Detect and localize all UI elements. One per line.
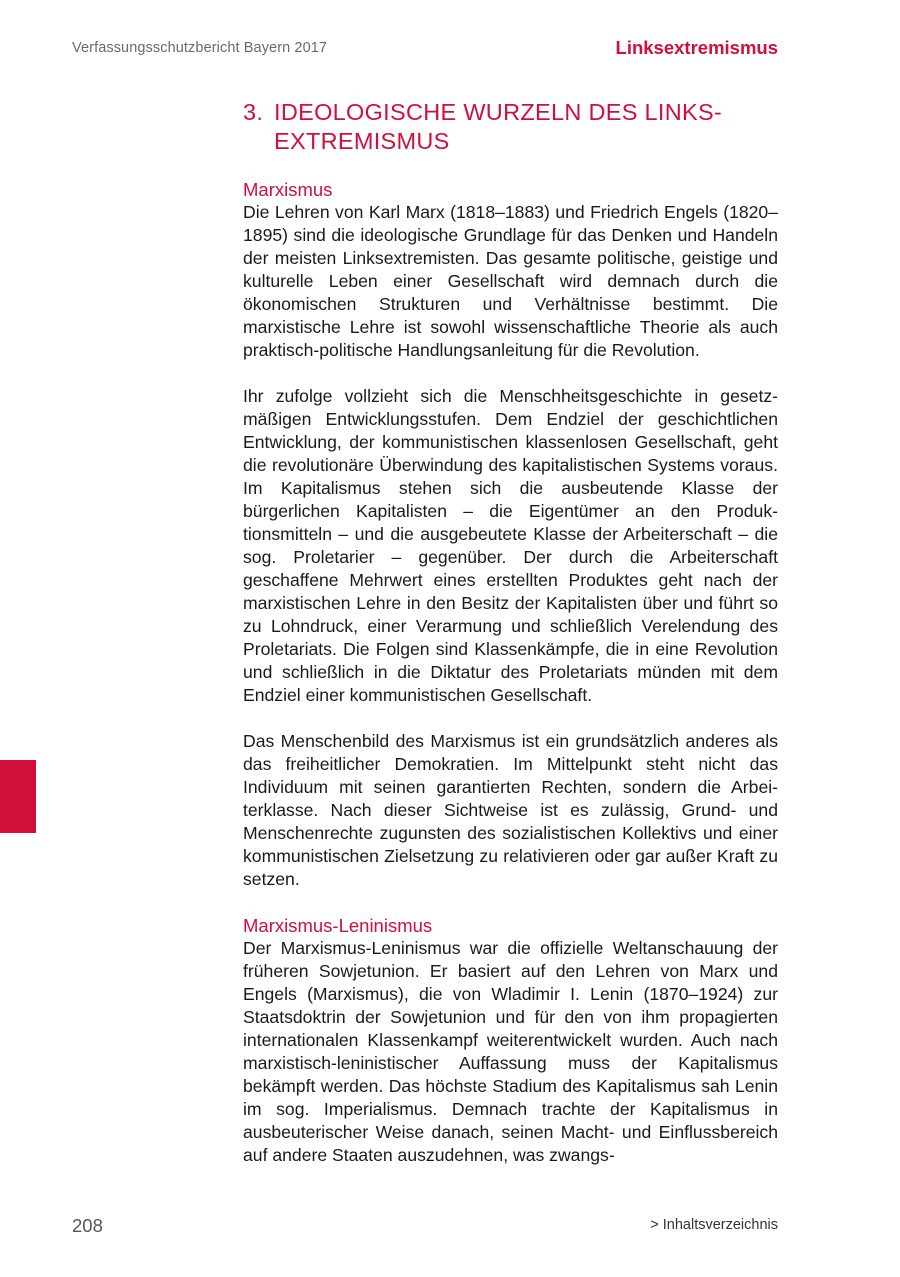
section-title: Linksextremismus xyxy=(615,37,778,58)
main-content xyxy=(243,98,778,1190)
paragraph: Ihr zufolge vollzieht sich die Menschheitsgeschichte in gesetzmäßigen Entwicklungsstufen. Dem Endziel der geschichtlichen Entwicklung, der kommunistischen klassenlosen Gesellschaft, geht die revolutionäre Überwindung des kapitalistischen Systems voraus. Im Kapitalismus stehen sich die ausbeutende Klasse der bürgerlichen Kapitalisten – die Eigentümer an den Produktionsmitteln – und die ausgebeutete Klasse der Arbeiterschaft – die sog. Proletarier – gegenüber. Der durch die Arbeiterschaft geschaffene Mehrwert eines erstellten Produktes geht nach der marxistischen Lehre in den Besitz der Kapitalisten über und führt so zu Lohndruck, einer Verarmung und schließlich Verelendung des Proletariats. Die Folgen sind Klassenkämpfe, die in eine Revolution und schließlich in die Diktatur des Proletariats münden mit dem Endziel einer kommunistischen Gesellschaft. xyxy=(243,386,778,705)
table-of-contents-link[interactable]: > Inhaltsverzeichnis xyxy=(650,1217,778,1233)
section-marxismus-leninismus xyxy=(243,914,778,1167)
chapter-number: 3. xyxy=(243,99,264,125)
chapter-side-tab xyxy=(0,760,36,833)
section-heading: Marxismus-Leninismus xyxy=(243,915,433,936)
page-number: 208 xyxy=(72,1215,103,1236)
paragraph: Die Lehren von Karl Marx (1818–1883) und Friedrich Engels (1820–1895) sind die ideologische Grundlage für das Denken und Handeln der meisten Linksextremisten. Das gesamte politische, geistige und kulturelle Leben einer Gesellschaft wird demnach durch die ökonomischen Strukturen und Verhältnisse bestimmt. Die marxistische Lehre ist sowohl wissenschaftliche Theorie als auch praktisch-politische Handlungsanleitung für die Revolution. xyxy=(243,202,778,360)
report-title: Verfassungsschutzbericht Bayern 2017 xyxy=(72,40,328,56)
chapter-title xyxy=(243,98,778,156)
section-marxismus xyxy=(243,178,778,891)
paragraph: Das Menschenbild des Marxismus ist ein grundsätzlich anderes als das freiheitlicher Demokratien. Im Mittelpunkt steht nicht das Individuum mit seinen garantierten Rechten, sondern die Arbeiterklasse. Nach dieser Sichtweise ist es zulässig, Grund- und Menschenrechte zugunsten des sozialistischen Kollektivs und einer kommunistischen Zielsetzung zu relativieren oder gar außer Kraft zu setzen. xyxy=(243,731,778,889)
section-heading: Marxismus xyxy=(243,179,333,200)
paragraph: Der Marxismus-Leninismus war die offizielle Weltanschauung der früheren Sowjetunion. Er basiert auf den Lehren von Marx und Engels (Marxismus), die von Wladimir I. Lenin (1870–1924) zur Staatsdoktrin der Sowjetunion und für den von ihm propagierten internationalen Klassenkampf weiterentwickelt wurden. Auch nach marxistisch-leninistischer Auffassung muss der Kapitalismus bekämpft werden. Das höchste Stadium des Kapitalismus sah Lenin im sog. Imperialismus. Demnach trachte der Kapitalismus in ausbeuterischer Weise danach, seinen Macht- und Einflussbereich auf andere Staaten auszudehnen, was zwangs- xyxy=(243,938,778,1165)
chapter-title-text: IDEOLOGISCHE WURZELN DES LINKSEXTREMISMUS xyxy=(274,99,722,154)
